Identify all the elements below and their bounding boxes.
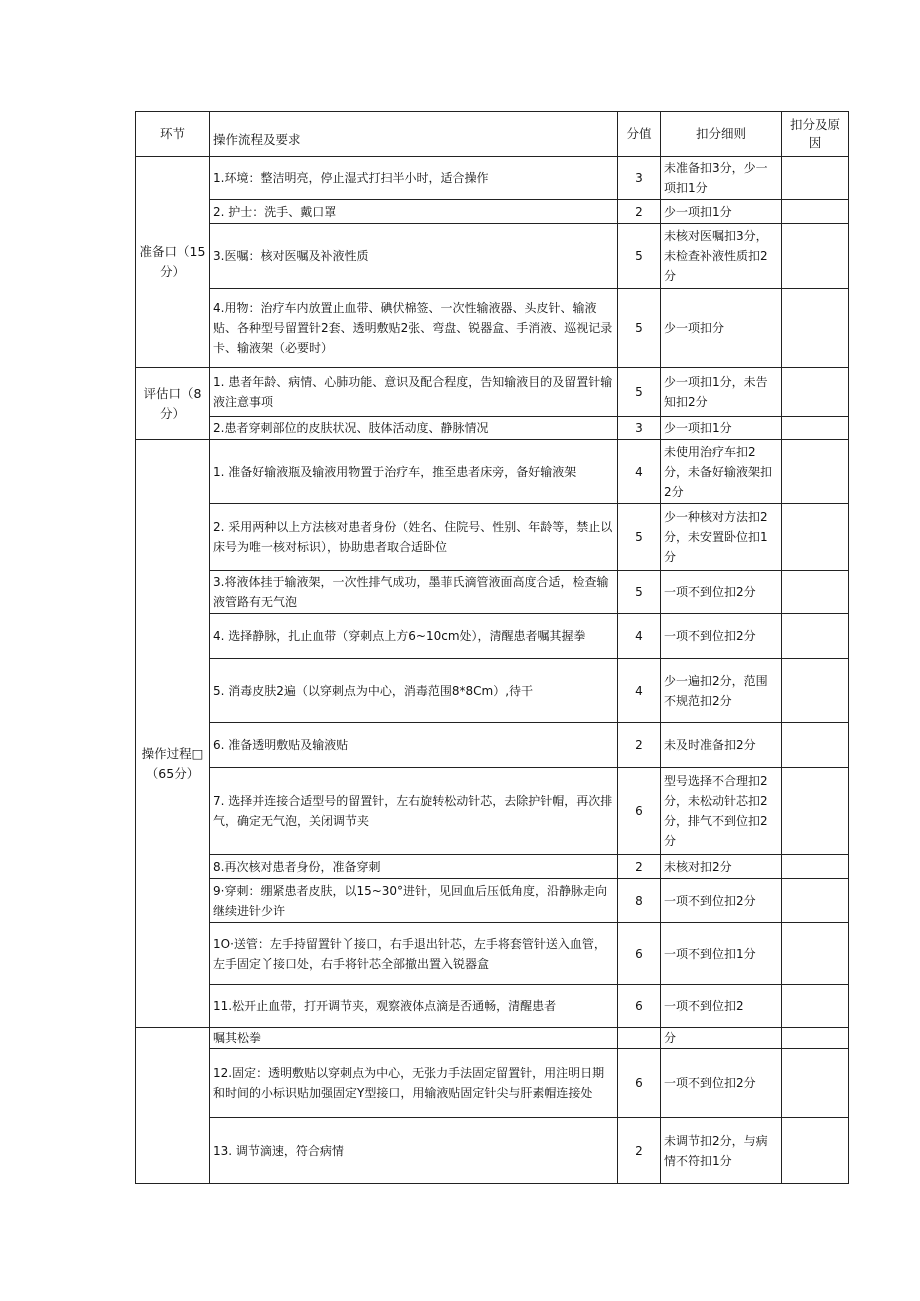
- section-empty: [136, 1028, 210, 1184]
- step-cell: 2. 采用两种以上方法核对患者身份（姓名、住院号、性别、年龄等，禁止以床号为唯一核对标识），协助患者取合适卧位: [210, 504, 618, 571]
- header-reason: 扣分及原因: [782, 112, 849, 157]
- table-row: [136, 614, 849, 659]
- reason-cell: [782, 571, 849, 614]
- reason-cell: [782, 985, 849, 1028]
- scoring-table: [135, 111, 849, 1184]
- deduct-cell: 未核对医嘱扣3分，未检查补液性质扣2分: [661, 224, 782, 289]
- deduct-cell: 一项不到位扣2分: [661, 1049, 782, 1118]
- reason-cell: [782, 1118, 849, 1184]
- step-cell: 11.松开止血带，打开调节夹，观察液体点滴是否通畅，清醒患者: [210, 985, 618, 1028]
- table-row: [136, 1049, 849, 1118]
- step-cell: 8.再次核对患者身份，准备穿刺: [210, 855, 618, 879]
- step-cell: 5. 消毒皮肤2遍（以穿刺点为中心，消毒范围8*8Cm）,待干: [210, 659, 618, 723]
- reason-cell: [782, 768, 849, 855]
- table-row: [136, 504, 849, 571]
- reason-cell: [782, 659, 849, 723]
- deduct-cell: 未及时准备扣2分: [661, 723, 782, 768]
- header-steps: 操作流程及要求: [210, 112, 618, 157]
- table-row: [136, 1118, 849, 1184]
- table-row: [136, 224, 849, 289]
- step-cell: 6. 准备透明敷贴及输液贴: [210, 723, 618, 768]
- score-cell: [618, 1028, 661, 1049]
- table-row: [136, 571, 849, 614]
- reason-cell: [782, 417, 849, 440]
- score-cell: 5: [618, 504, 661, 571]
- score-cell: 2: [618, 1118, 661, 1184]
- deduct-cell: 未调节扣2分，与病情不符扣1分: [661, 1118, 782, 1184]
- table-row: [136, 879, 849, 923]
- reason-cell: [782, 504, 849, 571]
- section-prep: 准备口（15分）: [136, 157, 210, 368]
- deduct-cell: 一项不到位扣1分: [661, 923, 782, 985]
- score-cell: 4: [618, 440, 661, 504]
- step-cell: 1. 准备好输液瓶及输液用物置于治疗车，推至患者床旁，备好输液架: [210, 440, 618, 504]
- deduct-cell: 少一遍扣2分，范围不规范扣2分: [661, 659, 782, 723]
- deduct-cell: 少一项扣分: [661, 289, 782, 368]
- deduct-cell: 一项不到位扣2分: [661, 614, 782, 659]
- score-cell: 5: [618, 289, 661, 368]
- deduct-cell: 未使用治疗车扣2分，未备好输液架扣2分: [661, 440, 782, 504]
- reason-cell: [782, 368, 849, 417]
- table-row: [136, 855, 849, 879]
- step-cell: 2.患者穿刺部位的皮肤状况、肢体活动度、静脉情况: [210, 417, 618, 440]
- section-operate: 操作过程□（65分）: [136, 440, 210, 1028]
- reason-cell: [782, 440, 849, 504]
- step-cell: 9·穿刺：绷紧患者皮肤，以15~30°进针，见回血后压低角度，沿静脉走向继续进针少许: [210, 879, 618, 923]
- header-deduct: 扣分细则: [661, 112, 782, 157]
- step-cell: 嘱其松拳: [210, 1028, 618, 1049]
- table-row: [136, 985, 849, 1028]
- table-row: [136, 659, 849, 723]
- reason-cell: [782, 855, 849, 879]
- header-section: 环节: [136, 112, 210, 157]
- deduct-cell: 未准备扣3分，少一项扣1分: [661, 157, 782, 200]
- table-row: [136, 923, 849, 985]
- score-cell: 2: [618, 723, 661, 768]
- deduct-cell: 未核对扣2分: [661, 855, 782, 879]
- score-cell: 2: [618, 200, 661, 224]
- step-cell: 1. 患者年龄、病情、心肺功能、意识及配合程度，告知输液目的及留置针输液注意事项: [210, 368, 618, 417]
- reason-cell: [782, 289, 849, 368]
- reason-cell: [782, 224, 849, 289]
- score-cell: 5: [618, 571, 661, 614]
- header-score: 分值: [618, 112, 661, 157]
- deduct-cell: 分: [661, 1028, 782, 1049]
- table-row: [136, 417, 849, 440]
- deduct-cell: 型号选择不合理扣2分，未松动针芯扣2分，排气不到位扣2分: [661, 768, 782, 855]
- section-assess: 评估口（8分）: [136, 368, 210, 440]
- step-cell: 3.医嘱：核对医嘱及补液性质: [210, 224, 618, 289]
- step-cell: 2. 护士：洗手、戴口罩: [210, 200, 618, 224]
- score-cell: 5: [618, 368, 661, 417]
- step-cell: 1.环境：整洁明亮，停止湿式打扫半小时，适合操作: [210, 157, 618, 200]
- score-cell: 6: [618, 768, 661, 855]
- deduct-cell: 一项不到位扣2: [661, 985, 782, 1028]
- reason-cell: [782, 723, 849, 768]
- deduct-cell: 少一项扣1分，未告知扣2分: [661, 368, 782, 417]
- score-cell: 3: [618, 417, 661, 440]
- score-cell: 2: [618, 855, 661, 879]
- score-cell: 8: [618, 879, 661, 923]
- score-cell: 4: [618, 614, 661, 659]
- reason-cell: [782, 200, 849, 224]
- score-cell: 6: [618, 923, 661, 985]
- table-row: [136, 723, 849, 768]
- table-row: [136, 368, 849, 417]
- table-row: [136, 157, 849, 200]
- deduct-cell: 少一种核对方法扣2分，未安置卧位扣1分: [661, 504, 782, 571]
- table-row: [136, 289, 849, 368]
- table-row: [136, 440, 849, 504]
- header-row: [136, 112, 849, 157]
- score-cell: 6: [618, 985, 661, 1028]
- step-cell: 13. 调节滴速，符合病情: [210, 1118, 618, 1184]
- reason-cell: [782, 923, 849, 985]
- reason-cell: [782, 879, 849, 923]
- reason-cell: [782, 614, 849, 659]
- reason-cell: [782, 157, 849, 200]
- reason-cell: [782, 1028, 849, 1049]
- deduct-cell: 少一项扣1分: [661, 417, 782, 440]
- score-cell: 5: [618, 224, 661, 289]
- deduct-cell: 一项不到位扣2分: [661, 571, 782, 614]
- table-row: [136, 1028, 849, 1049]
- table-row: [136, 200, 849, 224]
- table-row: [136, 768, 849, 855]
- reason-cell: [782, 1049, 849, 1118]
- step-cell: 12.固定：透明敷贴以穿刺点为中心，无张力手法固定留置针，用注明日期和时间的小标识贴加强固定Y型接口，用输液贴固定针尖与肝素帽连接处: [210, 1049, 618, 1118]
- step-cell: 4.用物：治疗车内放置止血带、碘伏棉签、一次性输液器、头皮针、输液贴、各种型号留置针2套、透明敷贴2张、弯盘、锐器盒、手消液、巡视记录卡、输液架（必要时）: [210, 289, 618, 368]
- step-cell: 3.将液体挂于输液架，一次性排气成功，墨菲氏滴管液面高度合适，检查输液管路有无气泡: [210, 571, 618, 614]
- step-cell: 7. 选择并连接合适型号的留置针，左右旋转松动针芯，去除护针帽，再次排气，确定无气泡，关闭调节夹: [210, 768, 618, 855]
- step-cell: 4. 选择静脉，扎止血带（穿刺点上方6~10cm处），清醒患者嘱其握拳: [210, 614, 618, 659]
- deduct-cell: 一项不到位扣2分: [661, 879, 782, 923]
- score-cell: 4: [618, 659, 661, 723]
- score-cell: 3: [618, 157, 661, 200]
- step-cell: 1O·送管：左手持留置针丫接口，右手退出针芯，左手将套管针送入血管，左手固定丫接口处，右手将针芯全部撤出置入锐器盒: [210, 923, 618, 985]
- score-cell: 6: [618, 1049, 661, 1118]
- deduct-cell: 少一项扣1分: [661, 200, 782, 224]
